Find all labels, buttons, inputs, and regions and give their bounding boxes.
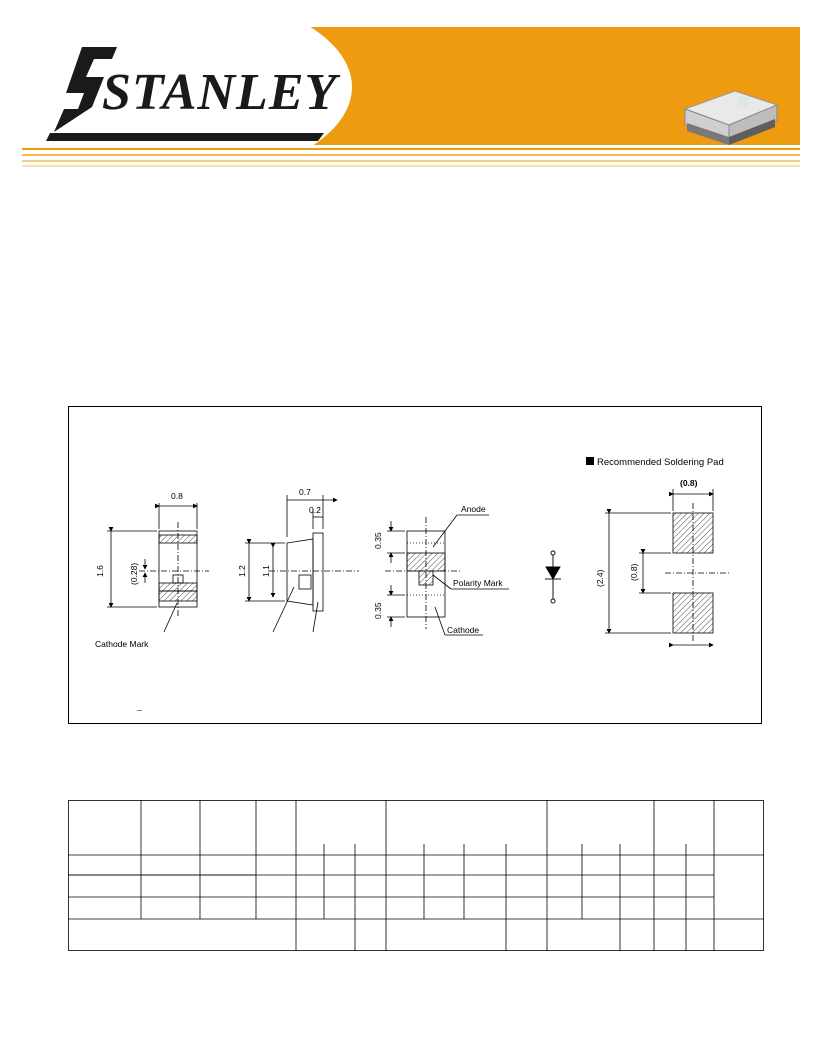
- dim-height-label: 1.6: [95, 565, 105, 577]
- pad-width-label: (0.8): [680, 478, 698, 488]
- side-width-label: 0.7: [299, 487, 311, 497]
- anode-label: Anode: [461, 504, 486, 514]
- soldering-pad: [605, 489, 729, 645]
- dim-width-label: 0.8: [171, 491, 183, 501]
- top-035-a-label: 0.35: [373, 532, 383, 549]
- top-035-b-label: 0.35: [373, 602, 383, 619]
- brand-text: STANLEY: [102, 64, 338, 121]
- header-rules: [22, 146, 800, 168]
- led-chip-photo: [677, 79, 787, 145]
- characteristics-table: [68, 800, 764, 951]
- stanley-logo: [42, 37, 342, 145]
- outline-drawing-box: [68, 406, 762, 724]
- header-band: [22, 27, 800, 145]
- polarity-mark-label: Polarity Mark: [453, 578, 503, 588]
- pad-gap-label: (0.8): [629, 563, 639, 581]
- front-view: [107, 503, 209, 632]
- pad-title: Recommended Soldering Pad: [597, 457, 724, 468]
- pad-title-bullet: [586, 457, 594, 465]
- dim-center-label: (0.28): [129, 562, 139, 585]
- side-h2-label: 1.1: [261, 565, 271, 577]
- cathode-mark-label: Cathode Mark: [95, 639, 149, 649]
- pad-total-label: (2.4): [595, 569, 605, 587]
- side-view: [245, 495, 359, 632]
- cathode-label: Cathode: [447, 625, 480, 635]
- side-h1-label: 1.2: [237, 565, 247, 577]
- tolerance-note: _: [137, 701, 142, 711]
- side-step-label: 0.2: [309, 505, 321, 515]
- top-view: [385, 515, 509, 635]
- diode-symbol: [545, 551, 561, 603]
